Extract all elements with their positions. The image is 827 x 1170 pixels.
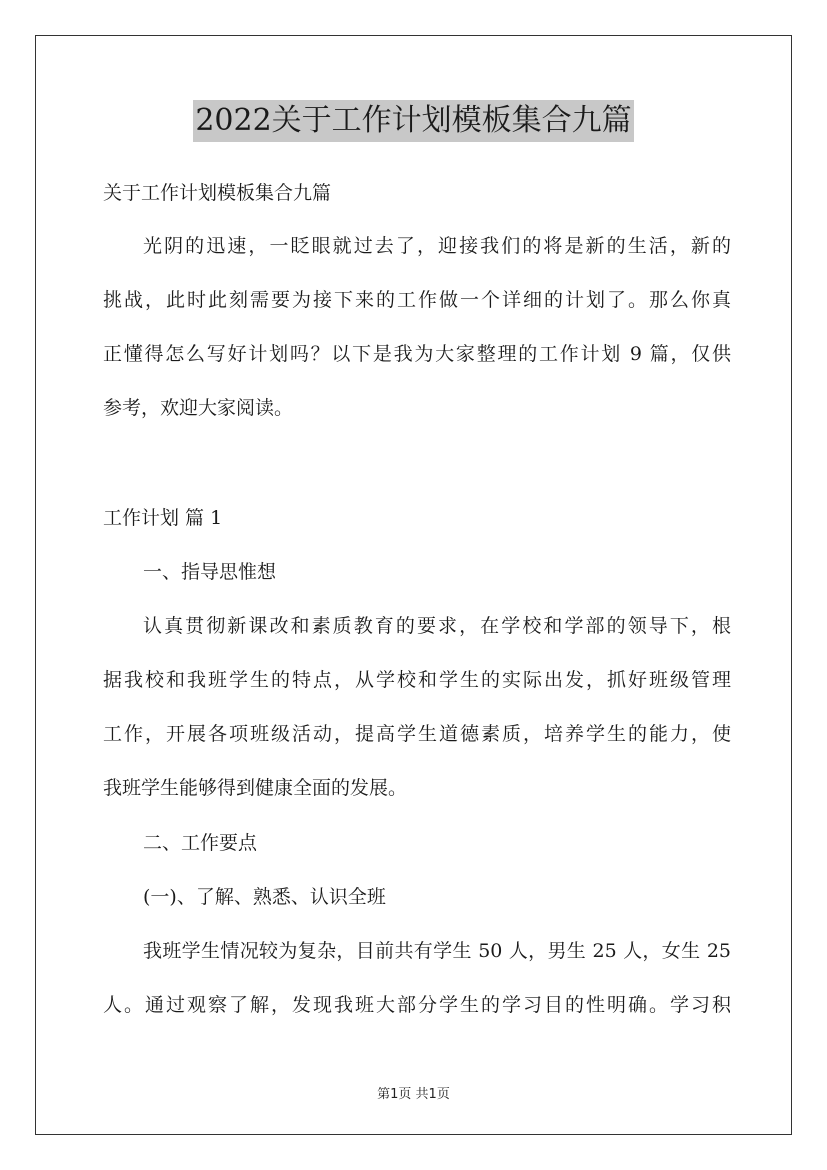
- section-heading: 工作计划 篇 1: [103, 507, 223, 529]
- body-line: 我班学生能够得到健康全面的发展。: [103, 777, 408, 799]
- heading-work-points: 二、工作要点: [143, 832, 258, 854]
- class-paragraph: [103, 924, 731, 1032]
- title-container: [0, 100, 827, 142]
- heading-understand-class: (一)、了解、熟悉、认识全班: [143, 886, 386, 908]
- body-line: 人。通过观察了解，发现我班大部分学生的学习目的性明确。学习积: [103, 994, 731, 1016]
- body-line: 认真贯彻新课改和素质教育的要求，在学校和学部的领导下，根: [143, 615, 731, 637]
- body-line: 工作，开展各项班级活动，提高学生道德素质，培养学生的能力，使: [103, 723, 731, 745]
- document-subtitle: 关于工作计划模板集合九篇: [103, 182, 332, 204]
- body-line: 我班学生情况较为复杂，目前共有学生 50 人，男生 25 人，女生 25: [143, 940, 731, 962]
- page-number-footer: 第1页 共1页: [377, 1087, 450, 1102]
- body-line: 据我校和我班学生的特点，从学校和学生的实际出发，抓好班级管理: [103, 669, 731, 691]
- intro-line: 光阴的迅速，一眨眼就过去了，迎接我们的将是新的生活，新的: [143, 235, 731, 257]
- intro-line: 挑战，此时此刻需要为接下来的工作做一个详细的计划了。那么你真: [103, 289, 731, 311]
- heading-guiding-ideology: 一、指导思惟想: [143, 561, 277, 583]
- intro-line: 参考，欢迎大家阅读。: [103, 397, 294, 419]
- guiding-paragraph: [103, 599, 731, 815]
- intro-paragraph: [103, 219, 731, 435]
- intro-line: 正懂得怎么写好计划吗？以下是我为大家整理的工作计划 9 篇，仅供: [103, 343, 731, 365]
- document-title: 2022关于工作计划模板集合九篇: [193, 100, 633, 142]
